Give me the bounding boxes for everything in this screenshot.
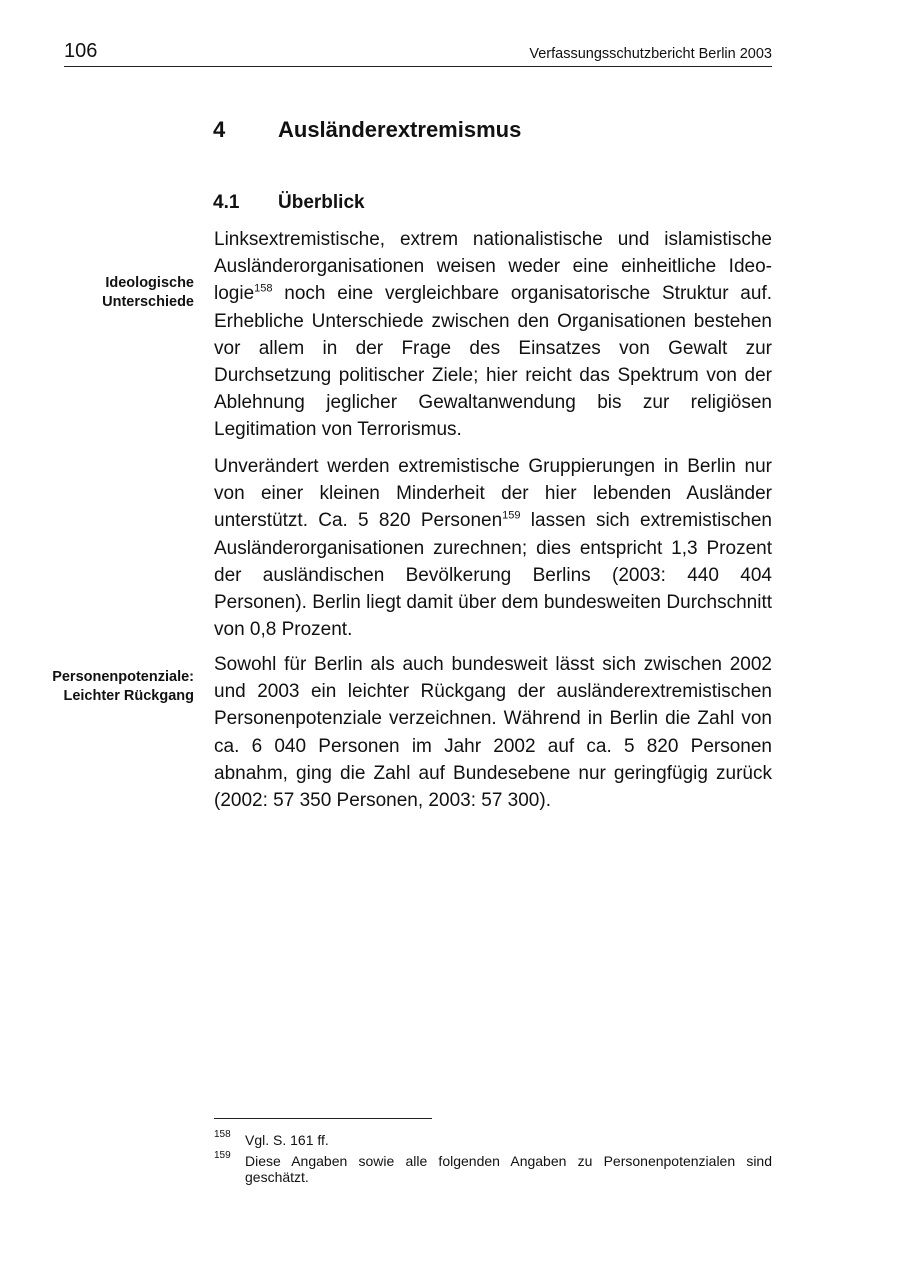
subsection-number: 4.1	[213, 192, 240, 213]
margin-note-ideologische-unterschiede	[102, 274, 194, 312]
section-title: Ausländerextremismus	[278, 117, 522, 142]
section-number: 4	[213, 117, 226, 142]
margin-note-line: Leichter Rückgang	[63, 688, 194, 704]
footnote	[214, 1150, 772, 1185]
footnote-text: Vgl. S. 161 ff.	[245, 1132, 329, 1148]
paragraph	[214, 226, 772, 444]
footnote-rule	[214, 1118, 432, 1119]
paragraph-text: Linksextremistische, extrem nationalistische und islamistische Ausländerorganisationen weisen weder eine einheitliche Ideologie	[214, 229, 772, 305]
footnote-ref[interactable]: 158	[254, 283, 273, 296]
margin-note-line: Ideologische	[105, 275, 194, 291]
paragraph-text: Unverändert werden extremistische Gruppierungen in Berlin nur von einer kleinen Minderheit der hier lebenden Ausländer unterstützt. Ca. 5 820 Personen	[214, 456, 772, 532]
paragraph: Sowohl für Berlin als auch bundesweit lässt sich zwischen 2002 und 2003 ein leichter Rückgang der ausländerextremistischen Personenpotenziale verzeichnen. Während in Berlin die Zahl von ca. 6 040 Personen im Jahr 2002 auf ca. 5 820 Personen abnahm, ging die Zahl auf Bundesebene nur geringfügig zurück (2002: 57 350 Personen, 2003: 57 300).	[214, 654, 772, 812]
margin-note-personenpotenziale	[52, 668, 194, 706]
footnote-ref[interactable]: 159	[502, 510, 521, 523]
margin-note-line: Personenpotenziale:	[52, 669, 194, 685]
footnote-text: Diese Angaben sowie alle folgenden Angaben zu Personenpotenzialen sind geschätzt.	[245, 1153, 772, 1185]
paragraph-text: lassen sich extremistischen Ausländerorganisationen zurechnen; dies entspricht 1,3 Prozent der ausländischen Bevölkerung Berlins (2003: 440 404 Personen). Berlin liegt damit über dem bundesweiten Durchschnitt von 0,8 Prozent.	[214, 510, 772, 641]
subsection-title: Überblick	[278, 192, 365, 213]
footnote-number: 158	[214, 1129, 231, 1140]
paragraph	[214, 453, 772, 643]
margin-note-line: Unterschiede	[102, 294, 194, 310]
footnote-number: 159	[214, 1150, 231, 1161]
running-title: Verfassungsschutzbericht Berlin 2003	[529, 46, 772, 62]
paragraph-text: noch eine vergleichbare organisatorische Struktur auf. Erhebliche Unterschiede zwischen den Organisationen bestehen vor allem in der Frage des Einsatzes von Gewalt zur Durchsetzung politischer Ziele; hier reicht das Spektrum von der Ablehnung jeglicher Gewaltanwendung bis zur religiösen Legitimation von Terrorismus.	[214, 283, 772, 441]
header-rule	[64, 66, 772, 67]
footnote	[214, 1129, 772, 1148]
page-number: 106	[64, 40, 98, 62]
